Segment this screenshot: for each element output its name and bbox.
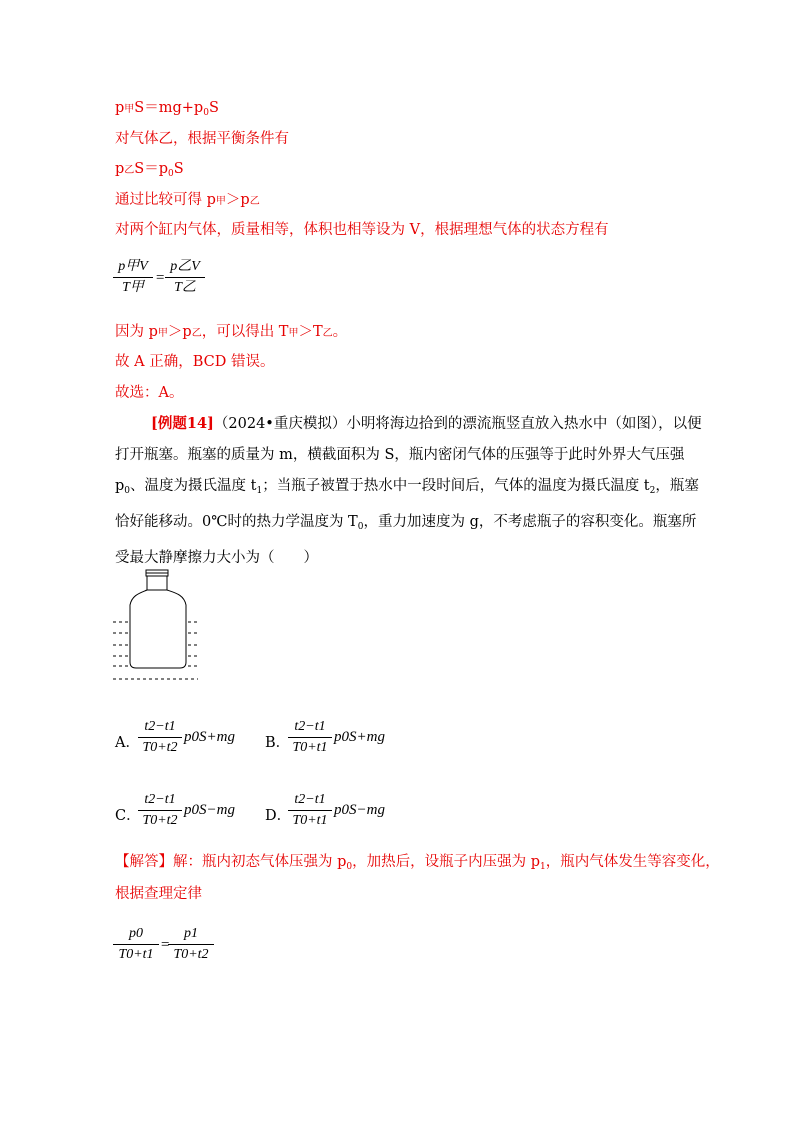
option-b-tail: p0S+mg <box>334 729 385 745</box>
solution-line-5: 对两个缸内气体，质量相等，体积也相等设为 V，根据理想气体的状态方程有 <box>115 222 609 238</box>
solution-line-3: p乙$S=p_0S$ <box>115 161 184 179</box>
answer-line-2: 根据查理定律 <box>115 886 202 902</box>
option-d-fraction: t2−t1 T0+t1 <box>288 791 332 830</box>
option-b-label: B． <box>265 735 291 751</box>
eq2-equals-sign: = <box>160 937 171 953</box>
bottle-outline <box>130 570 186 668</box>
solution-line-2: 对气体乙，根据平衡条件有 <box>115 131 289 147</box>
bottle-figure <box>110 565 205 685</box>
option-b[interactable] <box>265 731 290 752</box>
eq1-left-fraction: p甲V T甲 <box>113 258 153 297</box>
solution-line-7: 故 A 正确，BCD 错误。 <box>115 354 275 370</box>
solution-line-4: 通过比较可得 p甲＞p乙 <box>115 192 260 208</box>
option-c-fraction: t2−t1 T0+t2 <box>138 791 182 830</box>
option-b-fraction: t2−t1 T0+t1 <box>288 718 332 757</box>
option-d-tail: p0S−mg <box>334 802 385 818</box>
solution-line-6: 因为 p甲＞p乙，可以得出 T甲＞T乙。 <box>115 324 348 340</box>
option-c-tail: p0S−mg <box>184 802 235 818</box>
eq2-left-fraction: p0 T0+t1 <box>113 925 159 964</box>
option-a-fraction: t2−t1 T0+t2 <box>138 718 182 757</box>
option-a-label: A． <box>115 735 140 751</box>
eq2-right-fraction: p1 T0+t2 <box>168 925 214 964</box>
option-a[interactable] <box>115 731 140 752</box>
eq1-equals-sign: = <box>155 270 166 286</box>
answer-line-1: 【解答】解：瓶内初态气体压强为 $p_0$，加热后，设瓶子内压强为 $p_1$，瓶内气体发生等容变化， <box>115 854 720 872</box>
solution-line-8: 故选：A。 <box>115 385 184 401</box>
water-lines <box>113 622 200 679</box>
option-d-label: D． <box>265 808 292 824</box>
example-tag: [例题14] <box>151 415 214 432</box>
eq1-right-fraction: p乙V T乙 <box>165 258 205 297</box>
option-c[interactable] <box>115 804 141 825</box>
option-a-tail: p0S+mg <box>184 729 235 745</box>
example-problem-text: [例题14]（2024•重庆模拟）小明将海边拾到的漂流瓶竖直放入热水中（如图），以便打开瓶塞。瓶塞的质量为 m，横截面积为 S，瓶内密闭气体的压强等于此时外界大气压强 $p_0$、温度为摄氏温度 $t_1$；当瓶子被置于热水中一段时间后，气体的温度为摄氏温度 $t_2$，瓶塞恰好能移动。0℃时的热力学温度为 $T_0$，重力加速度为 g，不考虑瓶子的容积变化。瓶塞所受最大静摩擦力大小为（ ） <box>115 415 702 566</box>
answer-tag: 【解答】 <box>115 854 173 870</box>
option-c-label: C． <box>115 808 141 824</box>
solution-line-1: p甲$S=mg+p_0S$ <box>115 100 219 118</box>
